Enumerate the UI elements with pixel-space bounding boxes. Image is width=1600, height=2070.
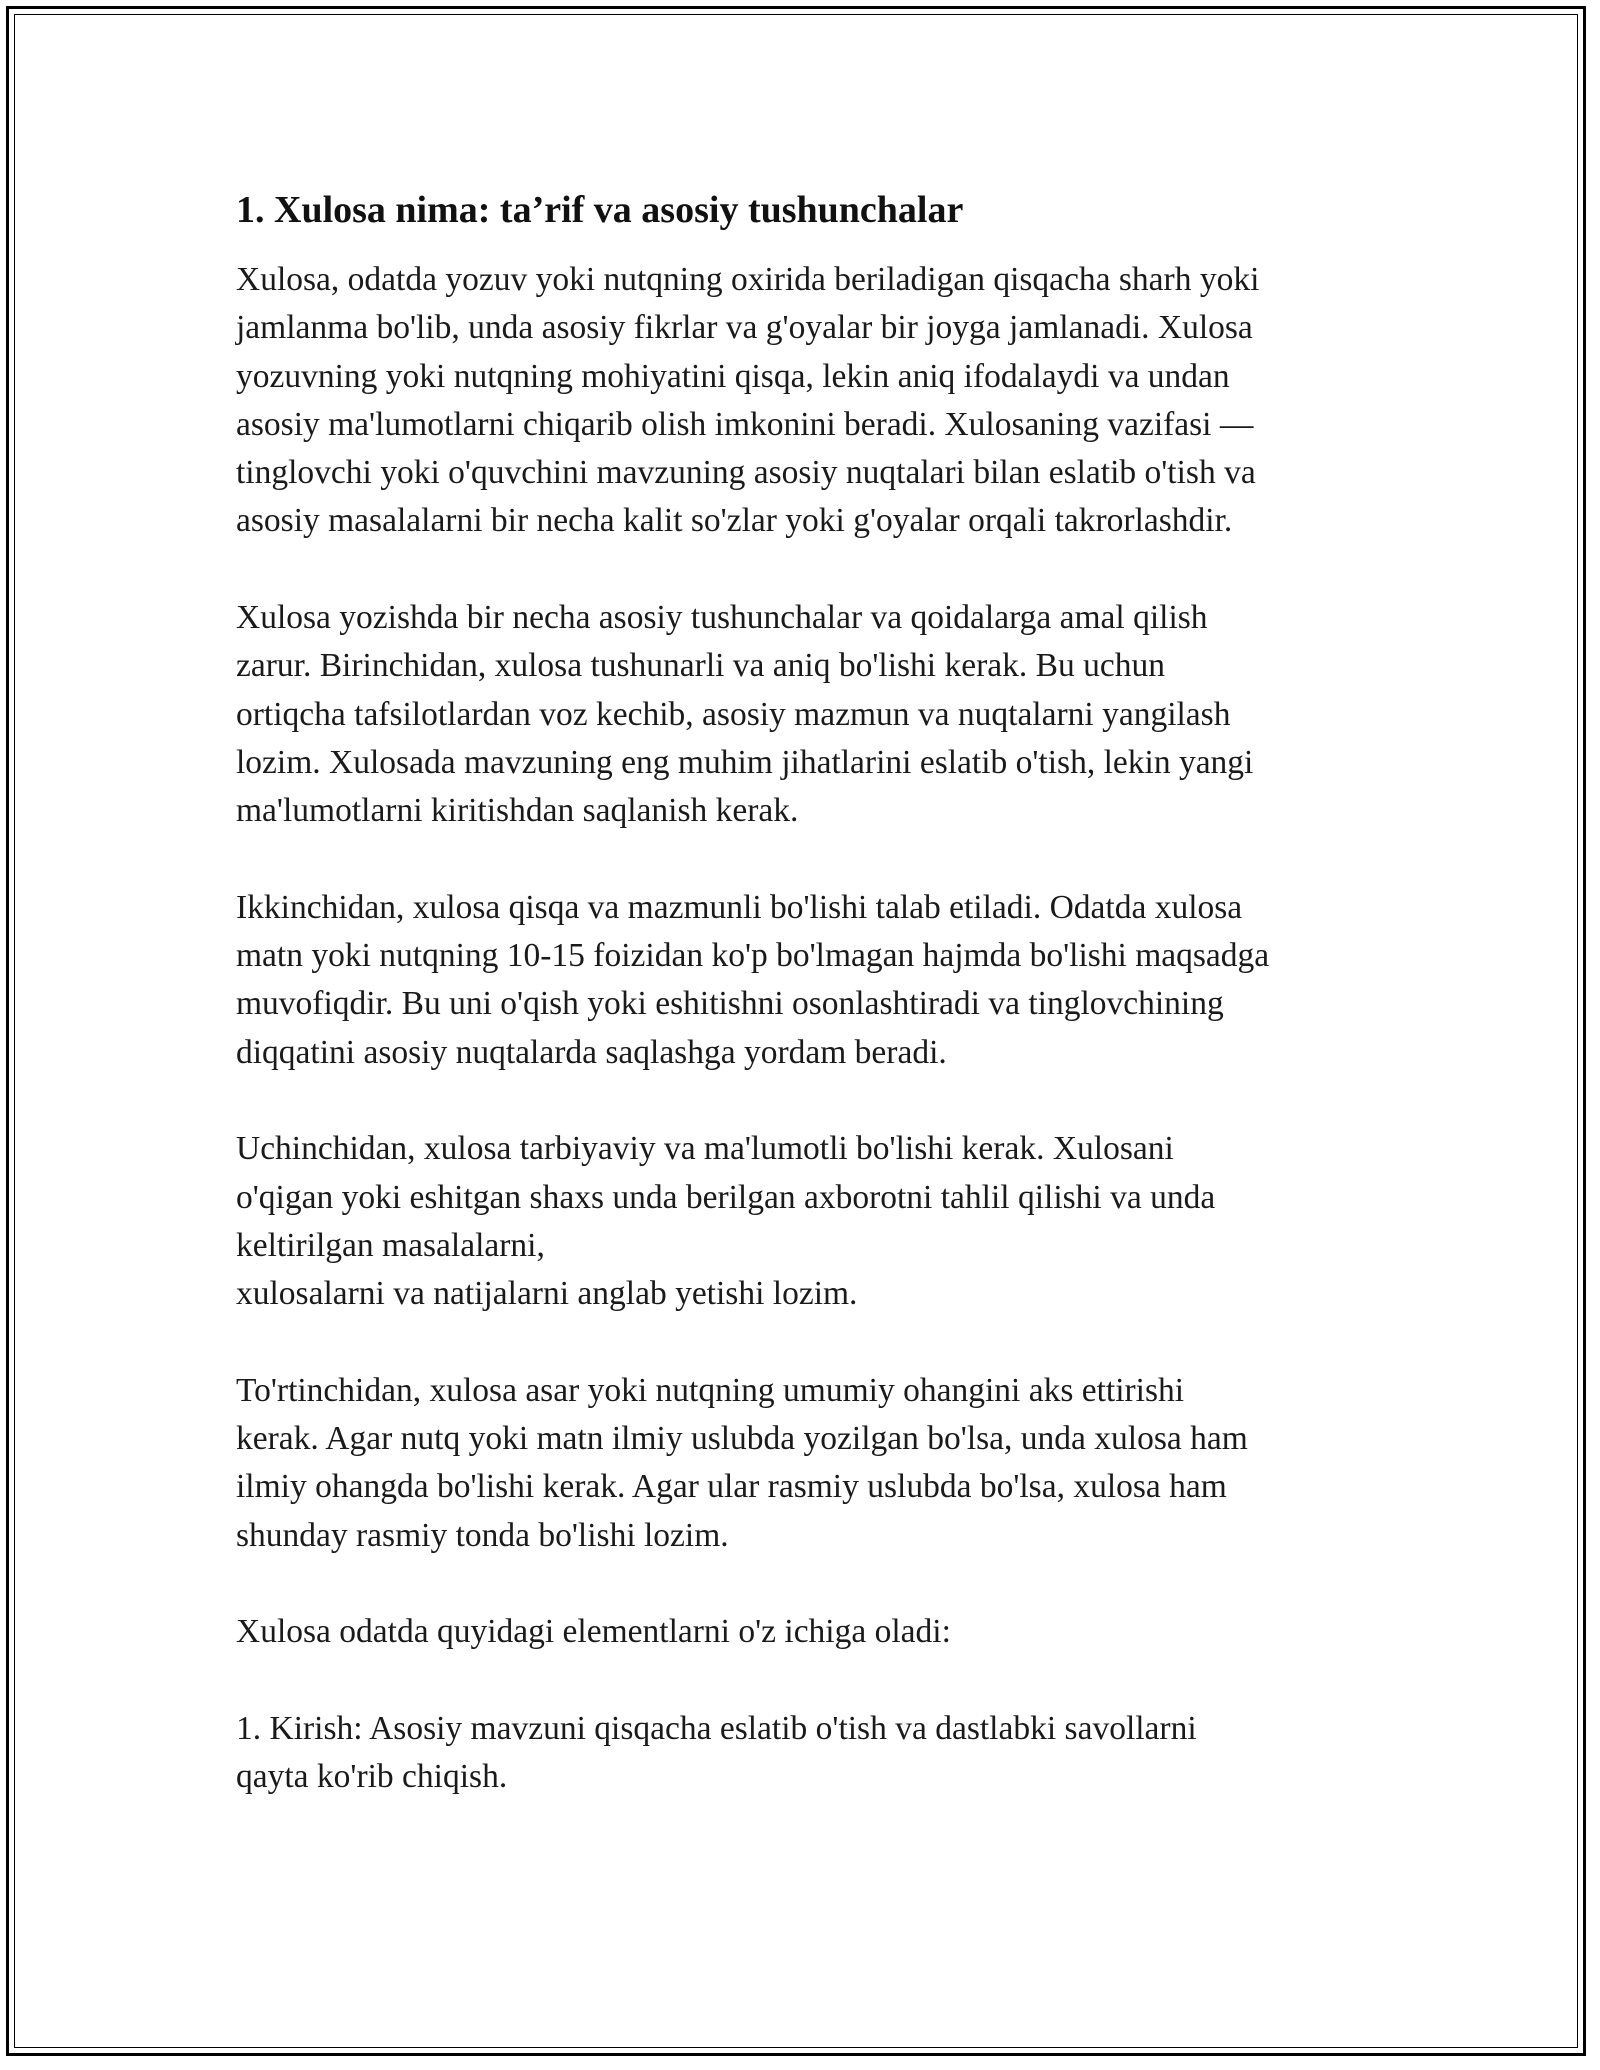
- text-line: muvofiqdir. Bu uni o'qish yoki eshitishni osonlashtiradi va tinglovchining: [236, 985, 1224, 1023]
- text-line: To'rtinchidan, xulosa asar yoki nutqning umumiy ohangini aks ettirishi: [236, 1371, 1185, 1409]
- list-item-kirish: [236, 1705, 1376, 1802]
- text-line: ma'lumotlarni kiritishdan saqlanish kerak.: [236, 792, 799, 830]
- document-body: [236, 186, 1376, 1850]
- paragraph-third: [236, 1125, 1376, 1318]
- text-line: tinglovchi yoki o'quvchini mavzuning asosiy nuqtalari bilan eslatib o'tish va: [236, 454, 1256, 492]
- text-line: diqqatini asosiy nuqtalarda saqlashga yordam beradi.: [236, 1033, 947, 1071]
- paragraph-second: [236, 884, 1376, 1077]
- text-line: Xulosa odatda quyidagi elementlarni o'z ichiga oladi:: [236, 1613, 951, 1651]
- paragraph-elements-intro: [236, 1608, 1376, 1656]
- paragraph-definition: [236, 256, 1376, 546]
- text-line: xulosalarni va natijalarni anglab yetishi lozim.: [236, 1275, 858, 1313]
- text-line: Ikkinchidan, xulosa qisqa va mazmunli bo'lishi talab etiladi. Odatda xulosa: [236, 888, 1243, 926]
- text-line: jamlanma bo'lib, unda asosiy fikrlar va g'oyalar bir joyga jamlanadi. Xulosa: [236, 309, 1253, 347]
- paragraph-fourth: [236, 1367, 1376, 1560]
- text-line: 1. Kirish: Asosiy mavzuni qisqacha eslatib o'tish va dastlabki savollarni: [236, 1709, 1197, 1747]
- text-line: shunday rasmiy tonda bo'lishi lozim.: [236, 1516, 729, 1554]
- text-line: matn yoki nutqning 10-15 foizidan ko'p bo'lmagan hajmda bo'lishi maqsadga: [236, 937, 1270, 975]
- text-line: Uchinchidan, xulosa tarbiyaviy va ma'lumotli bo'lishi kerak. Xulosani: [236, 1130, 1174, 1168]
- text-line: qayta ko'rib chiqish.: [236, 1758, 508, 1796]
- section-heading: 1. Xulosa nima: ta’rif va asosiy tushunchalar: [236, 189, 964, 231]
- text-line: Xulosa, odatda yozuv yoki nutqning oxirida beriladigan qisqacha sharh yoki: [236, 261, 1260, 298]
- text-line: ilmiy ohangda bo'lishi kerak. Agar ular rasmiy uslubda bo'lsa, xulosa ham: [236, 1468, 1227, 1506]
- text-line: ortiqcha tafsilotlardan voz kechib, asosiy mazmun va nuqtalarni yangilash: [236, 695, 1231, 733]
- paragraph-rules-first: [236, 594, 1376, 835]
- text-line: keltirilgan masalalarni,: [236, 1226, 545, 1264]
- text-line: lozim. Xulosada mavzuning eng muhim jihatlarini eslatib o'tish, lekin yangi: [236, 743, 1254, 781]
- text-line: Xulosa yozishda bir necha asosiy tushunchalar va qoidalarga amal qilish: [236, 599, 1208, 637]
- text-line: yozuvning yoki nutqning mohiyatini qisqa, lekin aniq ifodalaydi va undan: [236, 357, 1230, 395]
- text-line: asosiy masalalarni bir necha kalit so'zlar yoki g'oyalar orqali takrorlashdir.: [236, 502, 1233, 540]
- text-line: zarur. Birinchidan, xulosa tushunarli va aniq bo'lishi kerak. Bu uchun: [236, 647, 1165, 685]
- text-line: kerak. Agar nutq yoki matn ilmiy uslubda yozilgan bo'lsa, unda xulosa ham: [236, 1420, 1248, 1458]
- text-line: o'qigan yoki eshitgan shaxs unda berilgan axborotni tahlil qilishi va unda: [236, 1178, 1216, 1216]
- text-line: asosiy ma'lumotlarni chiqarib olish imkonini beradi. Xulosaning vazifasi —: [236, 405, 1254, 443]
